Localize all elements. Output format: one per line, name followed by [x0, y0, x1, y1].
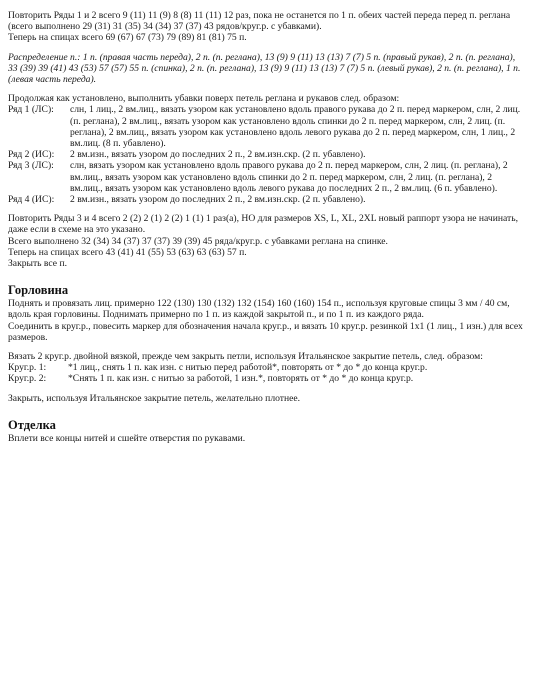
- row-3-instruction: [8, 160, 524, 194]
- distribution-section: [8, 52, 524, 86]
- round-1-text: *1 лиц., снять 1 п. как изн. с нитью перед работой*, повторять от * до * до конца круг.р.: [68, 362, 428, 374]
- row-1-label: Ряд 1 (ЛС):: [8, 104, 54, 116]
- repeat-rows-3-4-paragraph: Повторить Ряды 3 и 4 всего 2 (2) 2 (1) 2 (2) 1 (1) 1 раз(а), НО для размеров XS, L, XL, 2XL новый раппорт узора не начинать, даже если в схеме на это указано.: [8, 213, 518, 236]
- neckline-rib-paragraph: Соединить в круг.р., повесить маркер для обозначения начала круг.р., и вязать 10 круг.р. резинкой 1x1 (1 лиц., 1 изн.) для всех размеров.: [8, 320, 523, 343]
- italian-bind-off-paragraph: Закрыть, используя Итальянское закрытие петель, желательно плотнее.: [8, 392, 301, 404]
- stitch-distribution-paragraph: Распределение п.: 1 п. (правая часть переда), 2 п. (п. реглана), 13 (9) 9 (11) 13 (13) 7 (7) 5 п. (правый рукав), 2 п. (п. реглана), 33 (39) 39 (41) 43 (53) 57 (57) 55 п. (спинка), 2 п. (п. реглана), 13 (9) 9 (11) 13 (13) 7 (7) 5 п. (левый рукав), 2 п. (п. реглана), 1 п. (левая часть переда).: [8, 51, 521, 86]
- continue-paragraph: Продолжая как установлено, выполнить убавки поверх петель реглана и рукавов след. образом:: [8, 93, 400, 105]
- round-2-text: *Снять 1 п. как изн. с нитью за работой, 1 изн.*, повторять от * до * до конца круг.р.: [68, 373, 414, 385]
- repeat-section: [8, 213, 524, 269]
- neckline-heading: Горловина: [8, 283, 69, 298]
- finishing-section: [8, 433, 524, 444]
- row-2-label: Ряд 2 (ИС):: [8, 149, 55, 161]
- round-1-instruction: [8, 362, 524, 373]
- double-knit-section: [8, 351, 524, 385]
- close-section: [8, 393, 524, 404]
- stitch-count-paragraph: Теперь на спицах всего 69 (67) 67 (73) 79 (89) 81 (81) 75 п.: [8, 32, 247, 44]
- row-2-instruction: [8, 149, 524, 160]
- neckline-pickup-paragraph: Поднять и провязать лиц. примерно 122 (130) 130 (132) 132 (154) 160 (160) 154 п., используя круговые спицы 3 мм / 40 см, вдоль края горловины. Поднимать примерно по 1 п. из каждой закрытой п., и по 1 п. из каждого ряда.: [8, 298, 510, 321]
- row-2-text: 2 вм.изн., вязать узором до последних 2 п., 2 вм.изн.скр. (2 п. убавлено).: [70, 149, 366, 161]
- double-knit-paragraph: Вязать 2 круг.р. двойной вязкой, прежде чем закрыть петли, используя Итальянское закрытие петель, след. образом:: [8, 351, 483, 363]
- row-3-text: слн, вязать узором как установлено вдоль правого рукава до 2 п. перед маркером, слн, 2 лиц. (п. реглана), 2 вм.лиц., вязать узором как установлено вдоль спинки до 2 п. перед маркером, слн, 2 лиц. (п. реглана), 2 вм.лиц., вязать узором как установлено вдоль левого рукава до последних 2 п., 2 вм.лиц. (6 п. убавлено).: [70, 160, 508, 194]
- row-4-instruction: [8, 194, 524, 205]
- finishing-heading: Отделка: [8, 417, 56, 432]
- row-3-label: Ряд 3 (ЛС):: [8, 160, 54, 172]
- round-1-label: Круг.р. 1:: [8, 362, 47, 374]
- raglan-repeat-section: [8, 10, 524, 44]
- neckline-pickup-section: [8, 298, 524, 343]
- remaining-stitches-paragraph: Теперь на спицах всего 43 (41) 41 (55) 53 (63) 63 (63) 57 п.: [8, 246, 247, 258]
- round-2-instruction: [8, 373, 524, 384]
- finishing-paragraph: Вплети все концы нитей и сшейте отверстия по рукавами.: [8, 432, 246, 444]
- repeat-rows-paragraph: Повторить Ряды 1 и 2 всего 9 (11) 11 (9) 8 (8) 11 (11) 12 раз, пока не останется по 1 п. обеих частей переда перед п. реглана (всего выполнено 29 (31) 31 (35) 34 (34) 37 (37) 43 рядов/круг.р. с убавками).: [8, 10, 511, 33]
- decrease-rows-section: [8, 93, 524, 205]
- round-2-label: Круг.р. 2:: [8, 373, 47, 385]
- bind-off-paragraph: Закрыть все п.: [8, 258, 67, 270]
- row-1-instruction: [8, 104, 524, 149]
- row-1-text: слн, 1 лиц., 2 вм.лиц., вязать узором как установлено вдоль правого рукава до 2 п. перед маркером, слн, 2 лиц. (п. реглана), 2 вм.лиц., вязать узором как установлено вдоль спинки до 2 п. перед маркером, слн, 2 лиц. (п. реглана), 2 вм.лиц., вязать узором как установлено вдоль левого рукава до 2 п. перед маркером, слн, 1 лиц., 2 вм.лиц. (8 п. убавлено).: [70, 104, 521, 150]
- row-4-label: Ряд 4 (ИС):: [8, 194, 55, 206]
- row-4-text: 2 вм.изн., вязать узором до последних 2 п., 2 вм.изн.скр. (2 п. убавлено).: [70, 194, 366, 206]
- total-rows-paragraph: Всего выполнено 32 (34) 34 (37) 37 (37) 39 (39) 45 ряда/круг.р. с убавками реглана на спинке.: [8, 235, 388, 247]
